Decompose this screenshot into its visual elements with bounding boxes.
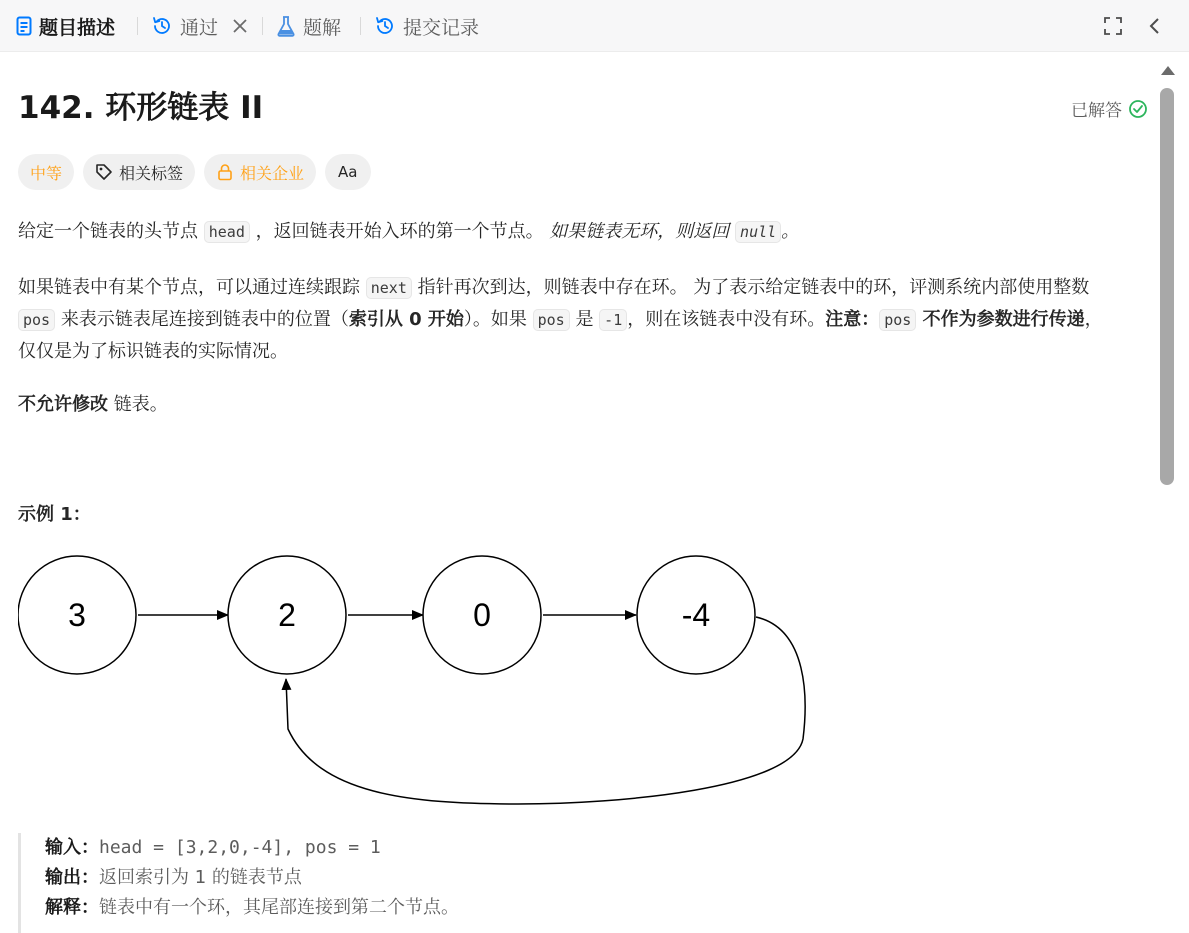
tab-accepted[interactable]	[151, 13, 218, 39]
tab-divider	[137, 17, 138, 35]
list-node	[18, 556, 136, 674]
inline-code: -1	[599, 309, 627, 331]
example-input-row	[45, 833, 1120, 863]
font-size-icon: Aa	[338, 163, 358, 181]
italic-text: 。	[781, 221, 800, 242]
related-companies-label: 相关企业	[240, 163, 305, 183]
scroll-up-arrow-icon[interactable]	[1161, 66, 1175, 75]
tab-accepted-label: 通过	[180, 16, 219, 39]
tab-divider	[360, 17, 361, 35]
output-label: 输出：	[45, 867, 99, 888]
output-value: 返回索引为 1 的链表节点	[99, 867, 302, 888]
tag-row	[18, 154, 371, 190]
document-icon	[16, 16, 32, 36]
text: ，仅仅是为了标识链表的实际情况。	[18, 309, 1103, 362]
tag-icon	[95, 163, 113, 181]
node-value: -4	[681, 597, 711, 633]
list-node	[637, 556, 755, 674]
history-icon	[374, 15, 396, 37]
tab-description-label: 题目描述	[39, 16, 116, 39]
close-tab-icon[interactable]	[230, 13, 250, 39]
problem-title[interactable]: 142. 环形链表 II	[18, 90, 264, 126]
bold-text: 注意：	[825, 309, 880, 330]
example-explain-row	[45, 893, 1120, 923]
tab-solutions[interactable]	[276, 13, 341, 39]
text: ）。如果	[463, 309, 533, 330]
input-label: 输入：	[45, 837, 99, 858]
related-tags-label: 相关标签	[119, 163, 184, 183]
inline-code: pos	[18, 309, 55, 331]
description-paragraph-3	[18, 389, 1120, 421]
text: 是	[569, 309, 600, 330]
list-node	[228, 556, 346, 674]
bold-text: 索引从 0 开始	[348, 309, 464, 330]
text: 如果链表中有某个节点，可以通过连续跟踪	[18, 277, 366, 298]
difficulty-label: 中等	[30, 163, 63, 183]
tab-submissions-label: 提交记录	[403, 16, 480, 39]
tab-divider	[262, 17, 263, 35]
explain-value: 链表中有一个环，其尾部连接到第二个节点。	[99, 897, 459, 918]
text: 给定一个链表的头节点	[18, 221, 204, 242]
inline-code: head	[204, 221, 250, 243]
bold-text: 不允许修改	[18, 394, 108, 415]
tab-bar	[0, 0, 1189, 52]
tab-submissions[interactable]	[374, 13, 479, 39]
explain-label: 解释：	[45, 897, 99, 918]
bold-text: 不作为参数进行传递	[916, 309, 1085, 330]
text: ，则在该链表中没有环。	[627, 309, 826, 330]
lock-icon	[216, 163, 234, 181]
description-paragraph-1	[18, 216, 1120, 248]
collapse-panel-icon[interactable]	[1143, 14, 1167, 38]
tab-solutions-label: 题解	[303, 16, 342, 39]
related-companies-button[interactable]	[204, 154, 316, 190]
text: ，返回链表开始入环的第一个节点。	[249, 221, 550, 242]
description-paragraph-2	[18, 272, 1120, 368]
inline-code: null	[735, 221, 781, 243]
scrollbar[interactable]	[1158, 60, 1178, 930]
node-value: 3	[68, 597, 86, 633]
example-output-row	[45, 863, 1120, 893]
input-value: head = [3,2,0,-4], pos = 1	[99, 837, 381, 858]
example-1-io	[18, 833, 1120, 933]
text: 指针再次到达，则链表中存在环。 为了表示给定链表中的环，评测系统内部使用整数	[411, 277, 1090, 298]
flask-icon	[276, 15, 296, 37]
inline-code: next	[366, 277, 412, 299]
tab-description[interactable]	[16, 13, 115, 39]
text: 来表示链表尾连接到链表中的位置（	[55, 309, 349, 330]
solved-label: 已解答	[1071, 101, 1122, 121]
italic-text: 如果链表无环，则返回	[549, 221, 736, 242]
font-size-button[interactable]	[325, 154, 370, 190]
text: 链表。	[108, 394, 168, 415]
node-value: 0	[473, 597, 491, 633]
difficulty-badge	[18, 154, 74, 190]
node-value: 2	[278, 597, 296, 633]
list-node	[423, 556, 541, 674]
linked-list-diagram	[18, 549, 818, 814]
solved-status	[1071, 96, 1148, 121]
related-tags-button[interactable]	[83, 154, 195, 190]
inline-code: pos	[533, 309, 570, 331]
inline-code: pos	[879, 309, 916, 331]
fullscreen-icon[interactable]	[1101, 14, 1125, 38]
scrollbar-thumb[interactable]	[1160, 88, 1174, 485]
example-1-title: 示例 1：	[18, 504, 91, 525]
history-icon	[151, 15, 173, 37]
check-circle-icon	[1128, 99, 1148, 119]
